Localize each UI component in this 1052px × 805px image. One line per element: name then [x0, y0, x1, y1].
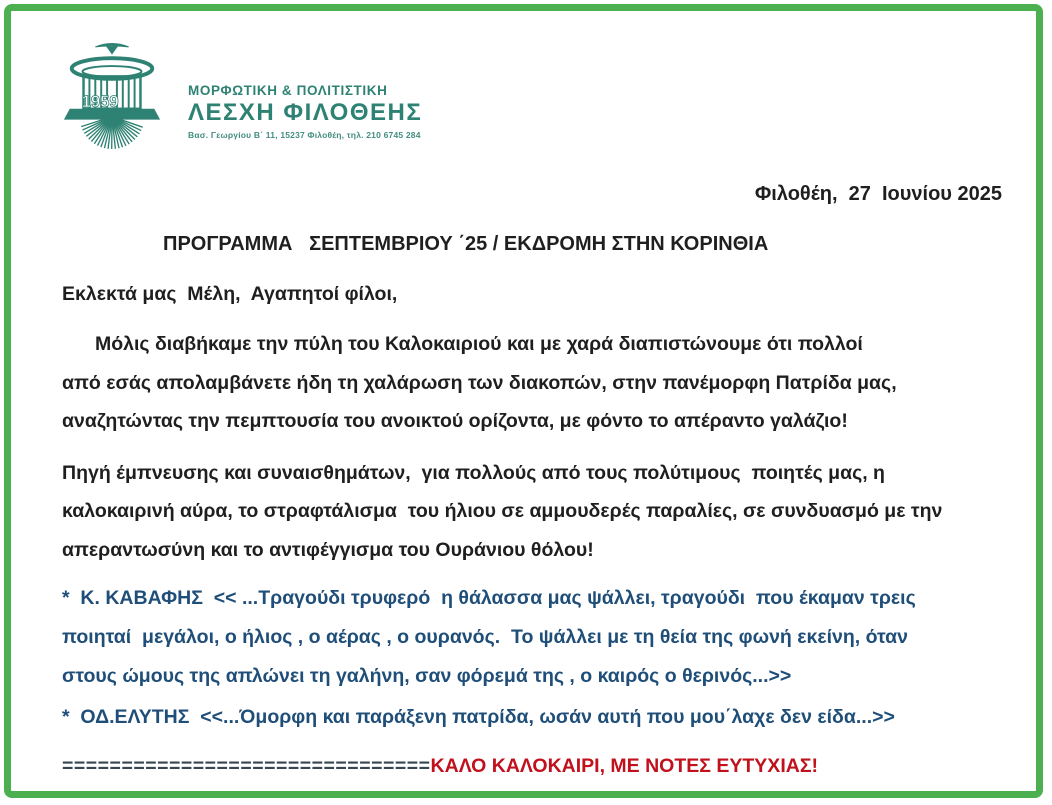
logo-year-text: 1959 — [81, 91, 119, 111]
paragraph-inspiration — [62, 454, 1010, 570]
quote-line: * Κ. ΚΑΒΑΦΗΣ << ...Τραγούδι τρυφερό η θάλασσα μας ψάλλει, τραγούδι που έκαμαν τρεις — [62, 587, 916, 609]
club-logo — [58, 38, 422, 154]
paragraph-line: αναζητώντας την πεμπτουσία του ανοικτού ορίζοντα, με φόντο το απέραντο γαλάζιο! — [62, 410, 848, 432]
paragraph-line: Πηγή έμπνευσης και συναισθημάτων, για πολλούς από τους πολύτιμους ποιητές μας, η — [62, 461, 885, 484]
quote-line: στους ώμους της απλώνει τη γαλήνη, σαν φόρεμά της , ο καιρός ο θερινός...>> — [62, 665, 792, 687]
paragraph-line: από εσάς απολαμβάνετε ήδη τη χαλάρωση των διακοπών, στην πανέμορφη Πατρίδα μας, — [62, 371, 897, 394]
date-line: Φιλοθέη, 27 Ιουνίου 2025 — [754, 183, 1002, 205]
club-address: Βασ. Γεωργίου Β΄ 11, 15237 Φιλοθέη, τηλ. 210 6745 284 — [188, 129, 421, 140]
paragraph-line: απεραντωσύνη και το αντιφέγγισμα του Ουράνιου θόλου! — [62, 538, 594, 561]
paragraph-line: Μόλις διαβήκαμε την πύλη του Καλοκαιριού και με χαρά διαπιστώνουμε ότι πολλοί — [95, 333, 863, 355]
closing-line — [62, 747, 1010, 786]
quote-line: * ΟΔ.ΕΛΥΤΗΣ <<...Όμορφη και παράξενη πατρίδα, ωσάν αυτή που μου΄λαχε δεν είδα...>> — [62, 706, 895, 728]
salutation: Εκλεκτά μας Μέλη, Αγαπητοί φίλοι, — [62, 283, 398, 305]
club-name-line2: ΛΕΣΧΗ ΦΙΛΟΘΕΗΣ — [188, 98, 423, 126]
closing-message: ΚΑΛΟ ΚΑΛΟΚΑΙΡΙ, ΜΕ ΝΟΤΕΣ ΕΥΤΥΧΙΑΣ! — [430, 755, 819, 777]
club-name-line1: ΜΟΡΦΩΤΙΚΗ & ΠΟΛΙΤΙΣΤΙΚΗ — [188, 82, 388, 98]
paragraph-line: καλοκαιρινή αύρα, το στραφτάλισμα του ήλιου σε αμμουδερές παραλίες, σε συνδυασμό με την — [62, 500, 943, 522]
letter-body — [62, 325, 1010, 786]
paragraph-summer-intro — [62, 325, 1010, 441]
separator-equals: =============================== — [62, 755, 431, 777]
page-title: ΠΡΟΓΡΑΜΜΑ ΣΕΠΤΕΜΒΡΙΟΥ ΄25 / ΕΚΔΡΟΜΗ ΣΤΗΝ ΚΟΡΙΝΘΙΑ — [163, 233, 769, 255]
quote-line: ποιηταί μεγάλοι, ο ήλιος , ο αέρας , ο ουρανός. Το ψάλλει με τη θεία της φωνή εκείνη, όταν — [62, 626, 909, 648]
quote-elytis — [62, 698, 1010, 737]
club-building-icon — [58, 38, 166, 154]
quote-kavafis — [62, 579, 1010, 696]
club-logo-text — [188, 83, 422, 140]
